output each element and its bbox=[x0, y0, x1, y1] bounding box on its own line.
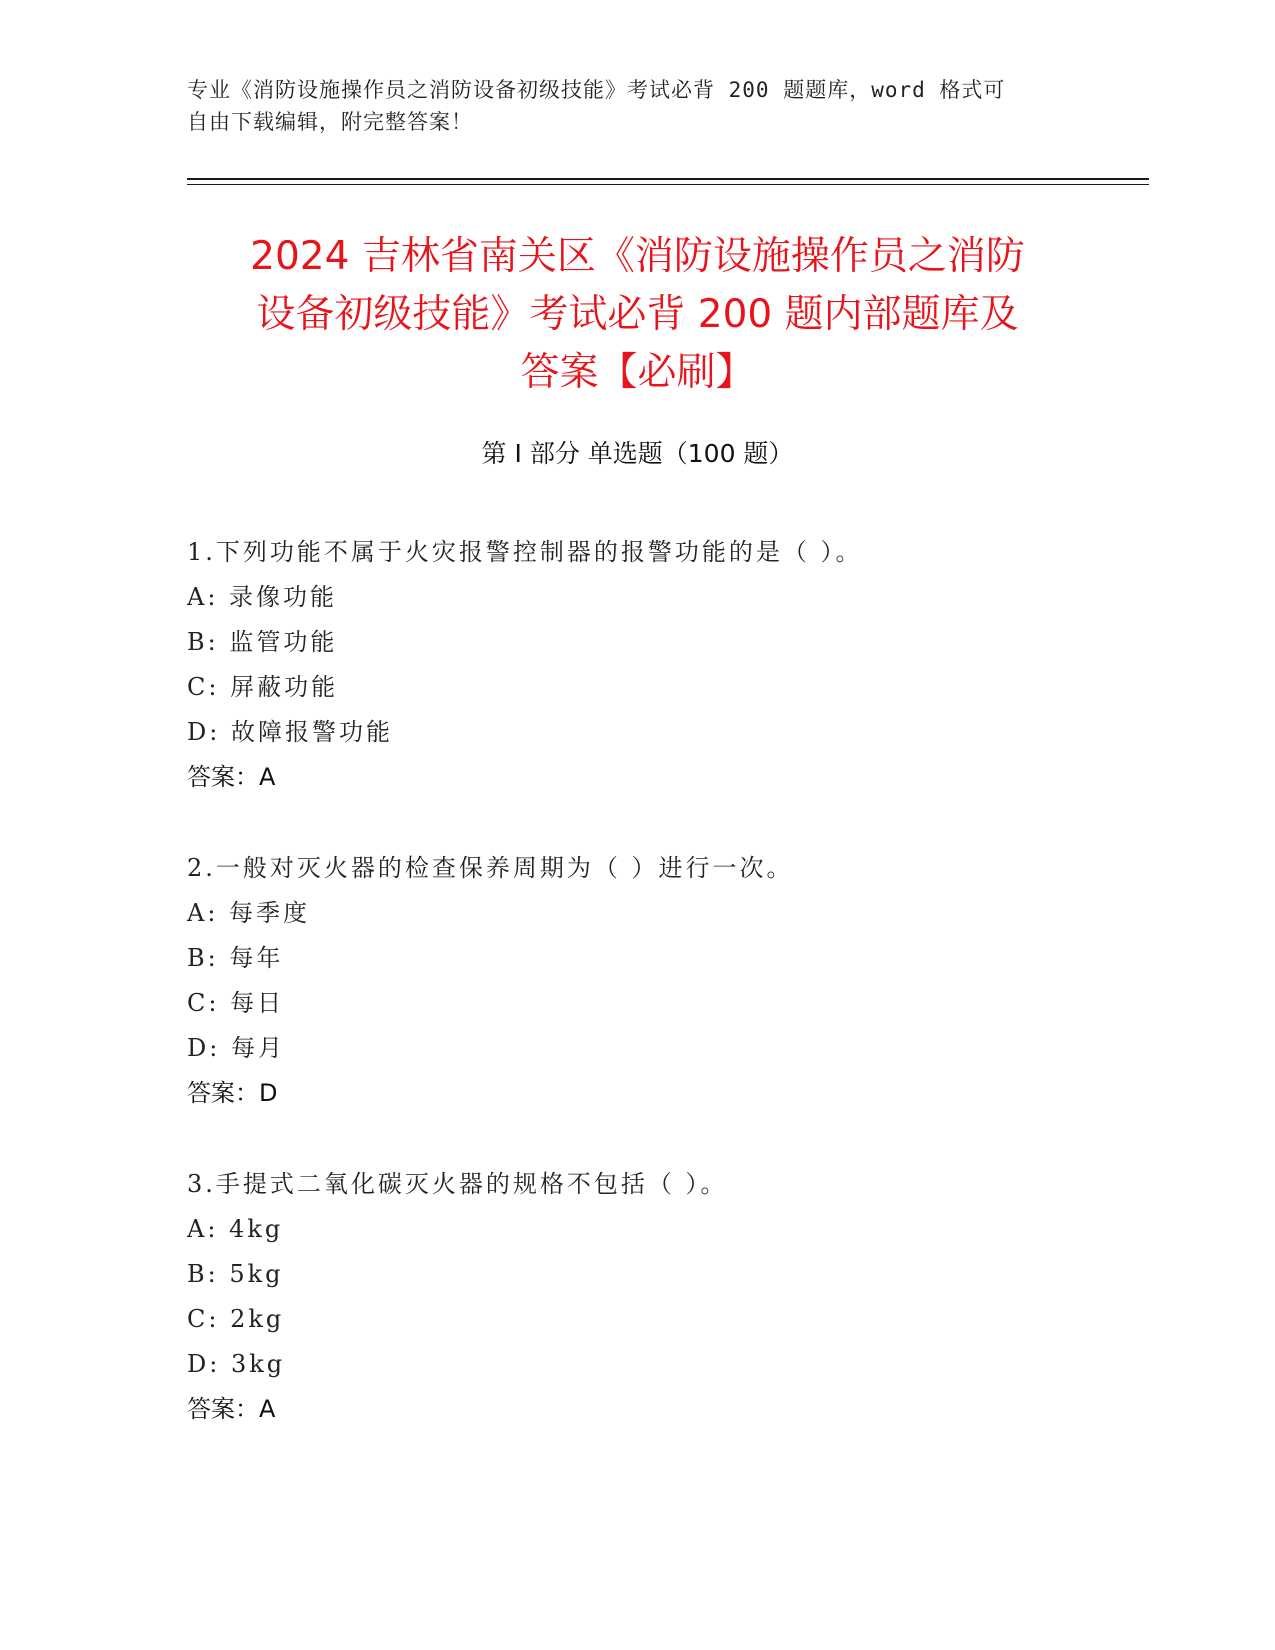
document-title-line-1: 2024 吉林省南关区《消防设施操作员之消防 bbox=[250, 234, 1025, 279]
question-option: D: 每月 bbox=[187, 1034, 285, 1062]
question-item bbox=[187, 846, 1149, 1116]
question-option: C: 每日 bbox=[187, 989, 285, 1017]
header-note bbox=[187, 74, 1087, 138]
document-title bbox=[120, 228, 1155, 402]
question-option: B: 5kg bbox=[187, 1260, 284, 1288]
question-option: A: 4kg bbox=[187, 1215, 284, 1243]
header-divider-thick bbox=[187, 178, 1149, 180]
question-item bbox=[187, 530, 1149, 800]
question-stem: 3.手提式二氧化碳灭火器的规格不包括（ ）。 bbox=[187, 1170, 728, 1198]
question-option: B: 每年 bbox=[187, 944, 284, 972]
header-note-line-2: 自由下载编辑，附完整答案！ bbox=[187, 110, 473, 134]
question-item bbox=[187, 1162, 1149, 1432]
document-title-line-3: 答案【必刷】 bbox=[520, 350, 755, 395]
question-stem: 2.一般对灭火器的检查保养周期为（ ）进行一次。 bbox=[187, 854, 794, 882]
question-stem: 1.下列功能不属于火灾报警控制器的报警功能的是（ ）。 bbox=[187, 538, 863, 566]
question-option: C: 2kg bbox=[187, 1305, 285, 1333]
question-option: A: 每季度 bbox=[187, 899, 311, 927]
question-answer: 答案：A bbox=[187, 1395, 276, 1423]
header-divider-thin bbox=[187, 184, 1149, 185]
header-note-line-1: 专业《消防设施操作员之消防设备初级技能》考试必背 200 题题库，word 格式可 bbox=[187, 78, 1006, 102]
question-option: D: 故障报警功能 bbox=[187, 718, 393, 746]
question-option: A: 录像功能 bbox=[187, 583, 338, 611]
document-title-line-2: 设备初级技能》考试必背 200 题内部题库及 bbox=[256, 292, 1019, 337]
question-answer: 答案：D bbox=[187, 1079, 278, 1107]
section-heading: 第 I 部分 单选题（100 题） bbox=[481, 439, 794, 468]
question-list bbox=[187, 530, 1149, 1478]
question-option: C: 屏蔽功能 bbox=[187, 673, 339, 701]
question-answer: 答案：A bbox=[187, 763, 276, 791]
question-option: D: 3kg bbox=[187, 1350, 286, 1378]
question-option: B: 监管功能 bbox=[187, 628, 338, 656]
